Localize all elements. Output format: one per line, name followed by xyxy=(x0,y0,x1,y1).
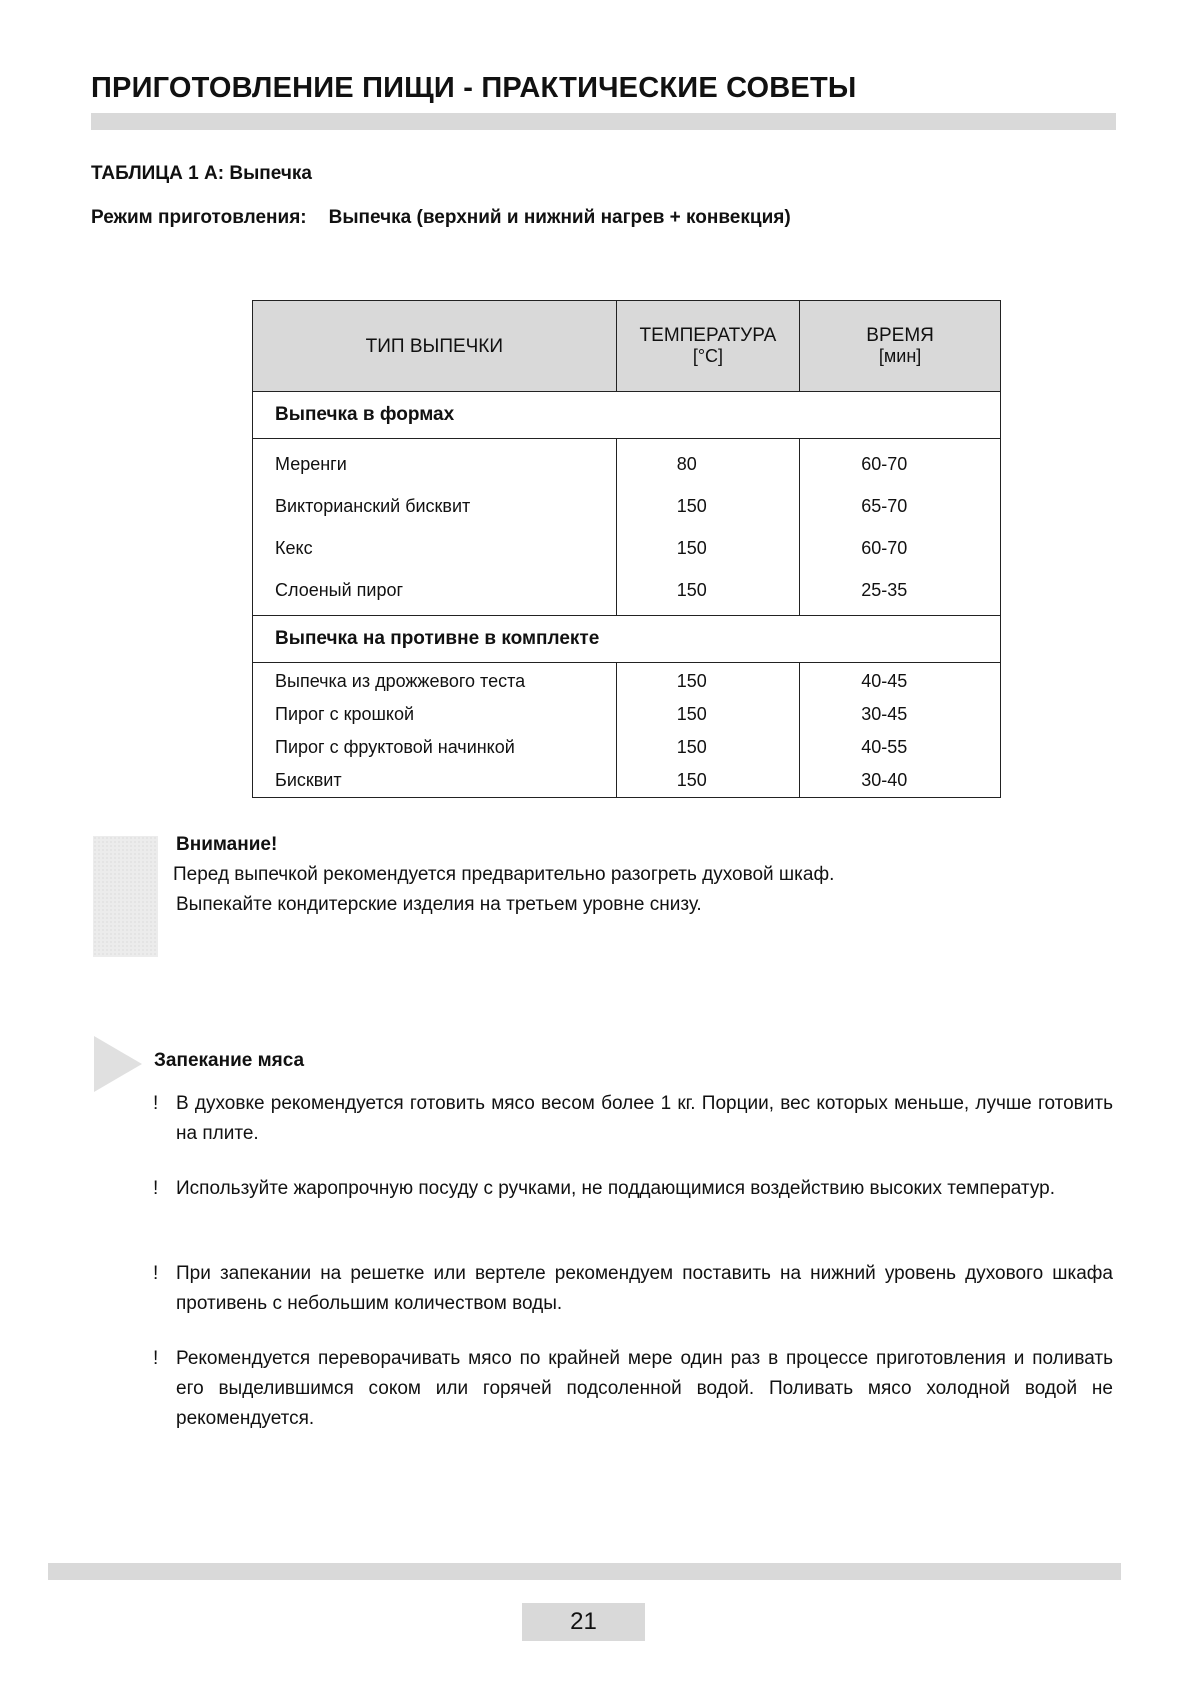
table-row xyxy=(253,698,1001,731)
cell-name: Бисквит xyxy=(253,764,617,798)
note-heading: Внимание! xyxy=(176,834,278,855)
cell-temp: 80 xyxy=(616,439,800,486)
cell-time: 40-45 xyxy=(800,663,1001,699)
cell-time: 40-55 xyxy=(800,731,1001,764)
meat-tip-text: При запекании на решетке или вертеле рекомендуем поставить на нижний уровень духового шкафа противень с небольшим количеством воды. xyxy=(176,1263,1113,1314)
cell-time: 30-40 xyxy=(800,764,1001,798)
cell-time: 30-45 xyxy=(800,698,1001,731)
cell-temp: 150 xyxy=(616,485,800,527)
note-icon xyxy=(93,836,158,957)
exclamation-icon: ! xyxy=(153,1093,159,1114)
cooking-mode xyxy=(91,207,791,229)
header-time-unit: [мин] xyxy=(878,346,922,366)
page-number: 21 xyxy=(522,1603,645,1641)
cell-name: Слоеный пирог xyxy=(253,569,617,616)
table-row xyxy=(253,527,1001,569)
cell-name: Пирог с фруктовой начинкой xyxy=(253,731,617,764)
cell-temp: 150 xyxy=(616,663,800,699)
table-row xyxy=(253,731,1001,764)
meat-section-heading: Запекание мяса xyxy=(154,1050,305,1071)
table-row xyxy=(253,663,1001,699)
header-temperature: ТЕМПЕРАТУРА [°C] xyxy=(616,301,800,392)
footer-bar xyxy=(48,1563,1121,1580)
title-underline-bar xyxy=(91,113,1116,130)
exclamation-icon: ! xyxy=(153,1348,159,1369)
cell-name: Выпечка из дрожжевого теста xyxy=(253,663,617,699)
cell-time: 60-70 xyxy=(800,527,1001,569)
meat-tip xyxy=(153,1089,1113,1149)
cell-temp: 150 xyxy=(616,764,800,798)
header-temperature-unit: [°C] xyxy=(692,346,724,366)
cell-time: 25-35 xyxy=(800,569,1001,616)
note-line: Выпекайте кондитерские изделия на третьем уровне снизу. xyxy=(176,894,702,915)
meat-tip xyxy=(153,1344,1113,1434)
cell-time: 65-70 xyxy=(800,485,1001,527)
cell-name: Викторианский бисквит xyxy=(253,485,617,527)
table-row xyxy=(253,764,1001,798)
page-title: ПРИГОТОВЛЕНИЕ ПИЩИ - ПРАКТИЧЕСКИЕ СОВЕТЫ xyxy=(91,72,857,104)
cell-name: Кекс xyxy=(253,527,617,569)
cell-temp: 150 xyxy=(616,569,800,616)
cell-name: Пирог с крошкой xyxy=(253,698,617,731)
cell-temp: 150 xyxy=(616,731,800,764)
meat-tip-text: В духовке рекомендуется готовить мясо весом более 1 кг. Порции, вес которых меньше, лучше готовить на плите. xyxy=(176,1093,1113,1144)
arrow-right-icon xyxy=(94,1036,142,1092)
meat-tip-text: Рекомендуется переворачивать мясо по крайней мере один раз в процессе приготовления и поливать его выделившимся соком или горячей подсоленной водой. Поливать мясо холодной водой не рекомендуется. xyxy=(176,1348,1113,1429)
table-label: ТАБЛИЦА 1 А: Выпечка xyxy=(91,163,312,184)
cell-temp: 150 xyxy=(616,698,800,731)
section-title-tray: Выпечка на противне в комплекте xyxy=(253,616,1001,663)
exclamation-icon: ! xyxy=(153,1178,159,1199)
header-time: ВРЕМЯ [мин] xyxy=(800,301,1001,392)
header-type: ТИП ВЫПЕЧКИ xyxy=(253,301,617,392)
note-line: Перед выпечкой рекомендуется предварительно разогреть духовой шкаф. xyxy=(173,864,835,885)
baking-table xyxy=(252,300,1001,798)
exclamation-icon: ! xyxy=(153,1263,159,1284)
cell-temp: 150 xyxy=(616,527,800,569)
cooking-mode-value: Выпечка (верхний и нижний нагрев + конвекция) xyxy=(328,207,791,228)
meat-tip-text: Используйте жаропрочную посуду с ручками, не поддающимися воздействию высоких температур. xyxy=(176,1178,1055,1199)
meat-tip xyxy=(153,1259,1113,1319)
cell-time: 60-70 xyxy=(800,439,1001,486)
section-title-forms: Выпечка в формах xyxy=(253,392,1001,439)
table-row xyxy=(253,485,1001,527)
meat-tip xyxy=(153,1174,1113,1204)
table-row xyxy=(253,439,1001,486)
table-row xyxy=(253,569,1001,616)
cell-name: Меренги xyxy=(253,439,617,486)
cooking-mode-label: Режим приготовления: xyxy=(91,207,307,228)
